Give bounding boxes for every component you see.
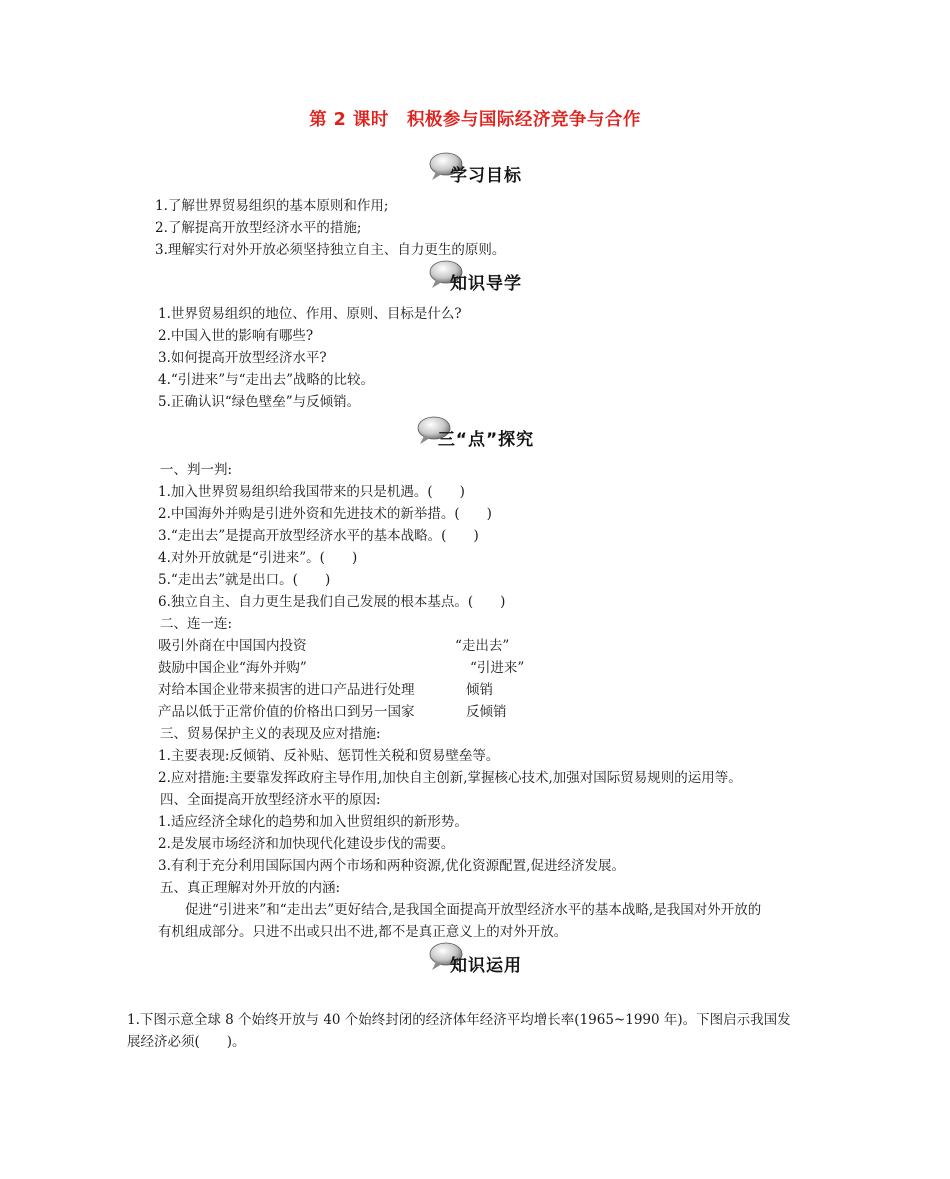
match-right-item: “引进来”	[470, 660, 525, 676]
reason-item: 1.适应经济全球化的趋势和加入世贸组织的新形势。	[158, 814, 468, 830]
connotation-heading: 五、真正理解对外开放的内涵:	[160, 880, 341, 896]
judge-item: 3.“走出去”是提高开放型经济水平的基本战略。( )	[158, 528, 479, 544]
section-title-explore: 三“点”探究	[437, 429, 535, 450]
section-header-goals	[0, 158, 950, 188]
guide-item: 4.“引进来”与“走出去”战略的比较。	[158, 372, 374, 388]
judge-item: 1.加入世界贸易组织给我国带来的只是机遇。( )	[158, 484, 465, 500]
section-title-apply: 知识运用	[450, 955, 522, 976]
reason-item: 2.是发展市场经济和加快现代化建设步伐的需要。	[158, 836, 455, 852]
match-right-item: 倾销	[466, 682, 493, 698]
connotation-paragraph-cont: 有机组成部分。只进不出或只出不进,都不是真正意义上的对外开放。	[158, 924, 568, 940]
judge-heading: 一、判一判:	[160, 462, 233, 478]
lesson-number: 第 2 课时	[309, 110, 389, 130]
protect-heading: 三、贸易保护主义的表现及应对措施:	[160, 726, 381, 742]
question-text-cont: 展经济必须( )。	[127, 1034, 246, 1050]
section-header-guide	[0, 266, 950, 296]
protect-item: 1.主要表现:反倾销、反补贴、惩罚性关税和贸易壁垒等。	[158, 748, 500, 764]
judge-item: 6.独立自主、自力更生是我们自己发展的根本基点。( )	[158, 594, 506, 610]
protect-item: 2.应对措施:主要靠发挥政府主导作用,加快自主创新,掌握核心技术,加强对国际贸易规则的运用等。	[158, 770, 742, 786]
match-right-item: “走出去”	[455, 638, 510, 654]
reason-heading: 四、全面提高开放型经济水平的原因:	[160, 792, 381, 808]
guide-item: 2.中国入世的影响有哪些?	[158, 328, 314, 344]
match-left-item: 吸引外商在中国国内投资	[158, 638, 307, 654]
lesson-title: 积极参与国际经济竞争与合作	[406, 110, 641, 130]
question-text: 1.下图示意全球 8 个始终开放与 40 个始终封闭的经济体年经济平均增长率(1965~1990 年)。下图启示我国发	[127, 1012, 791, 1028]
section-title-goals: 学习目标	[450, 165, 522, 186]
match-left-item: 对给本国企业带来损害的进口产品进行处理	[158, 682, 415, 698]
guide-item: 5.正确认识“绿色壁垒”与反倾销。	[158, 394, 361, 410]
section-header-explore	[0, 422, 950, 452]
goal-item: 2.了解提高开放型经济水平的措施;	[155, 220, 362, 236]
connotation-paragraph: 促进“引进来”和“走出去”更好结合,是我国全面提高开放型经济水平的基本战略,是我国对外开放的	[185, 902, 762, 918]
guide-item: 1.世界贸易组织的地位、作用、原则、目标是什么?	[158, 306, 462, 322]
reason-item: 3.有利于充分利用国际国内两个市场和两种资源,优化资源配置,促进经济发展。	[158, 858, 625, 874]
judge-item: 5.“走出去”就是出口。( )	[158, 572, 331, 588]
match-left-item: 产品以低于正常价值的价格出口到另一国家	[158, 704, 415, 720]
page-title	[0, 106, 950, 131]
goal-item: 3.理解实行对外开放必须坚持独立自主、自力更生的原则。	[155, 242, 506, 258]
match-left-item: 鼓励中国企业“海外并购”	[158, 660, 307, 676]
judge-item: 4.对外开放就是“引进来”。( )	[158, 550, 358, 566]
judge-item: 2.中国海外并购是引进外资和先进技术的新举措。( )	[158, 506, 492, 522]
section-title-guide: 知识导学	[450, 273, 522, 294]
match-right-item: 反倾销	[466, 704, 507, 720]
match-heading: 二、连一连:	[160, 616, 233, 632]
goal-item: 1.了解世界贸易组织的基本原则和作用;	[155, 198, 389, 214]
guide-item: 3.如何提高开放型经济水平?	[158, 350, 327, 366]
section-header-apply	[0, 948, 950, 978]
